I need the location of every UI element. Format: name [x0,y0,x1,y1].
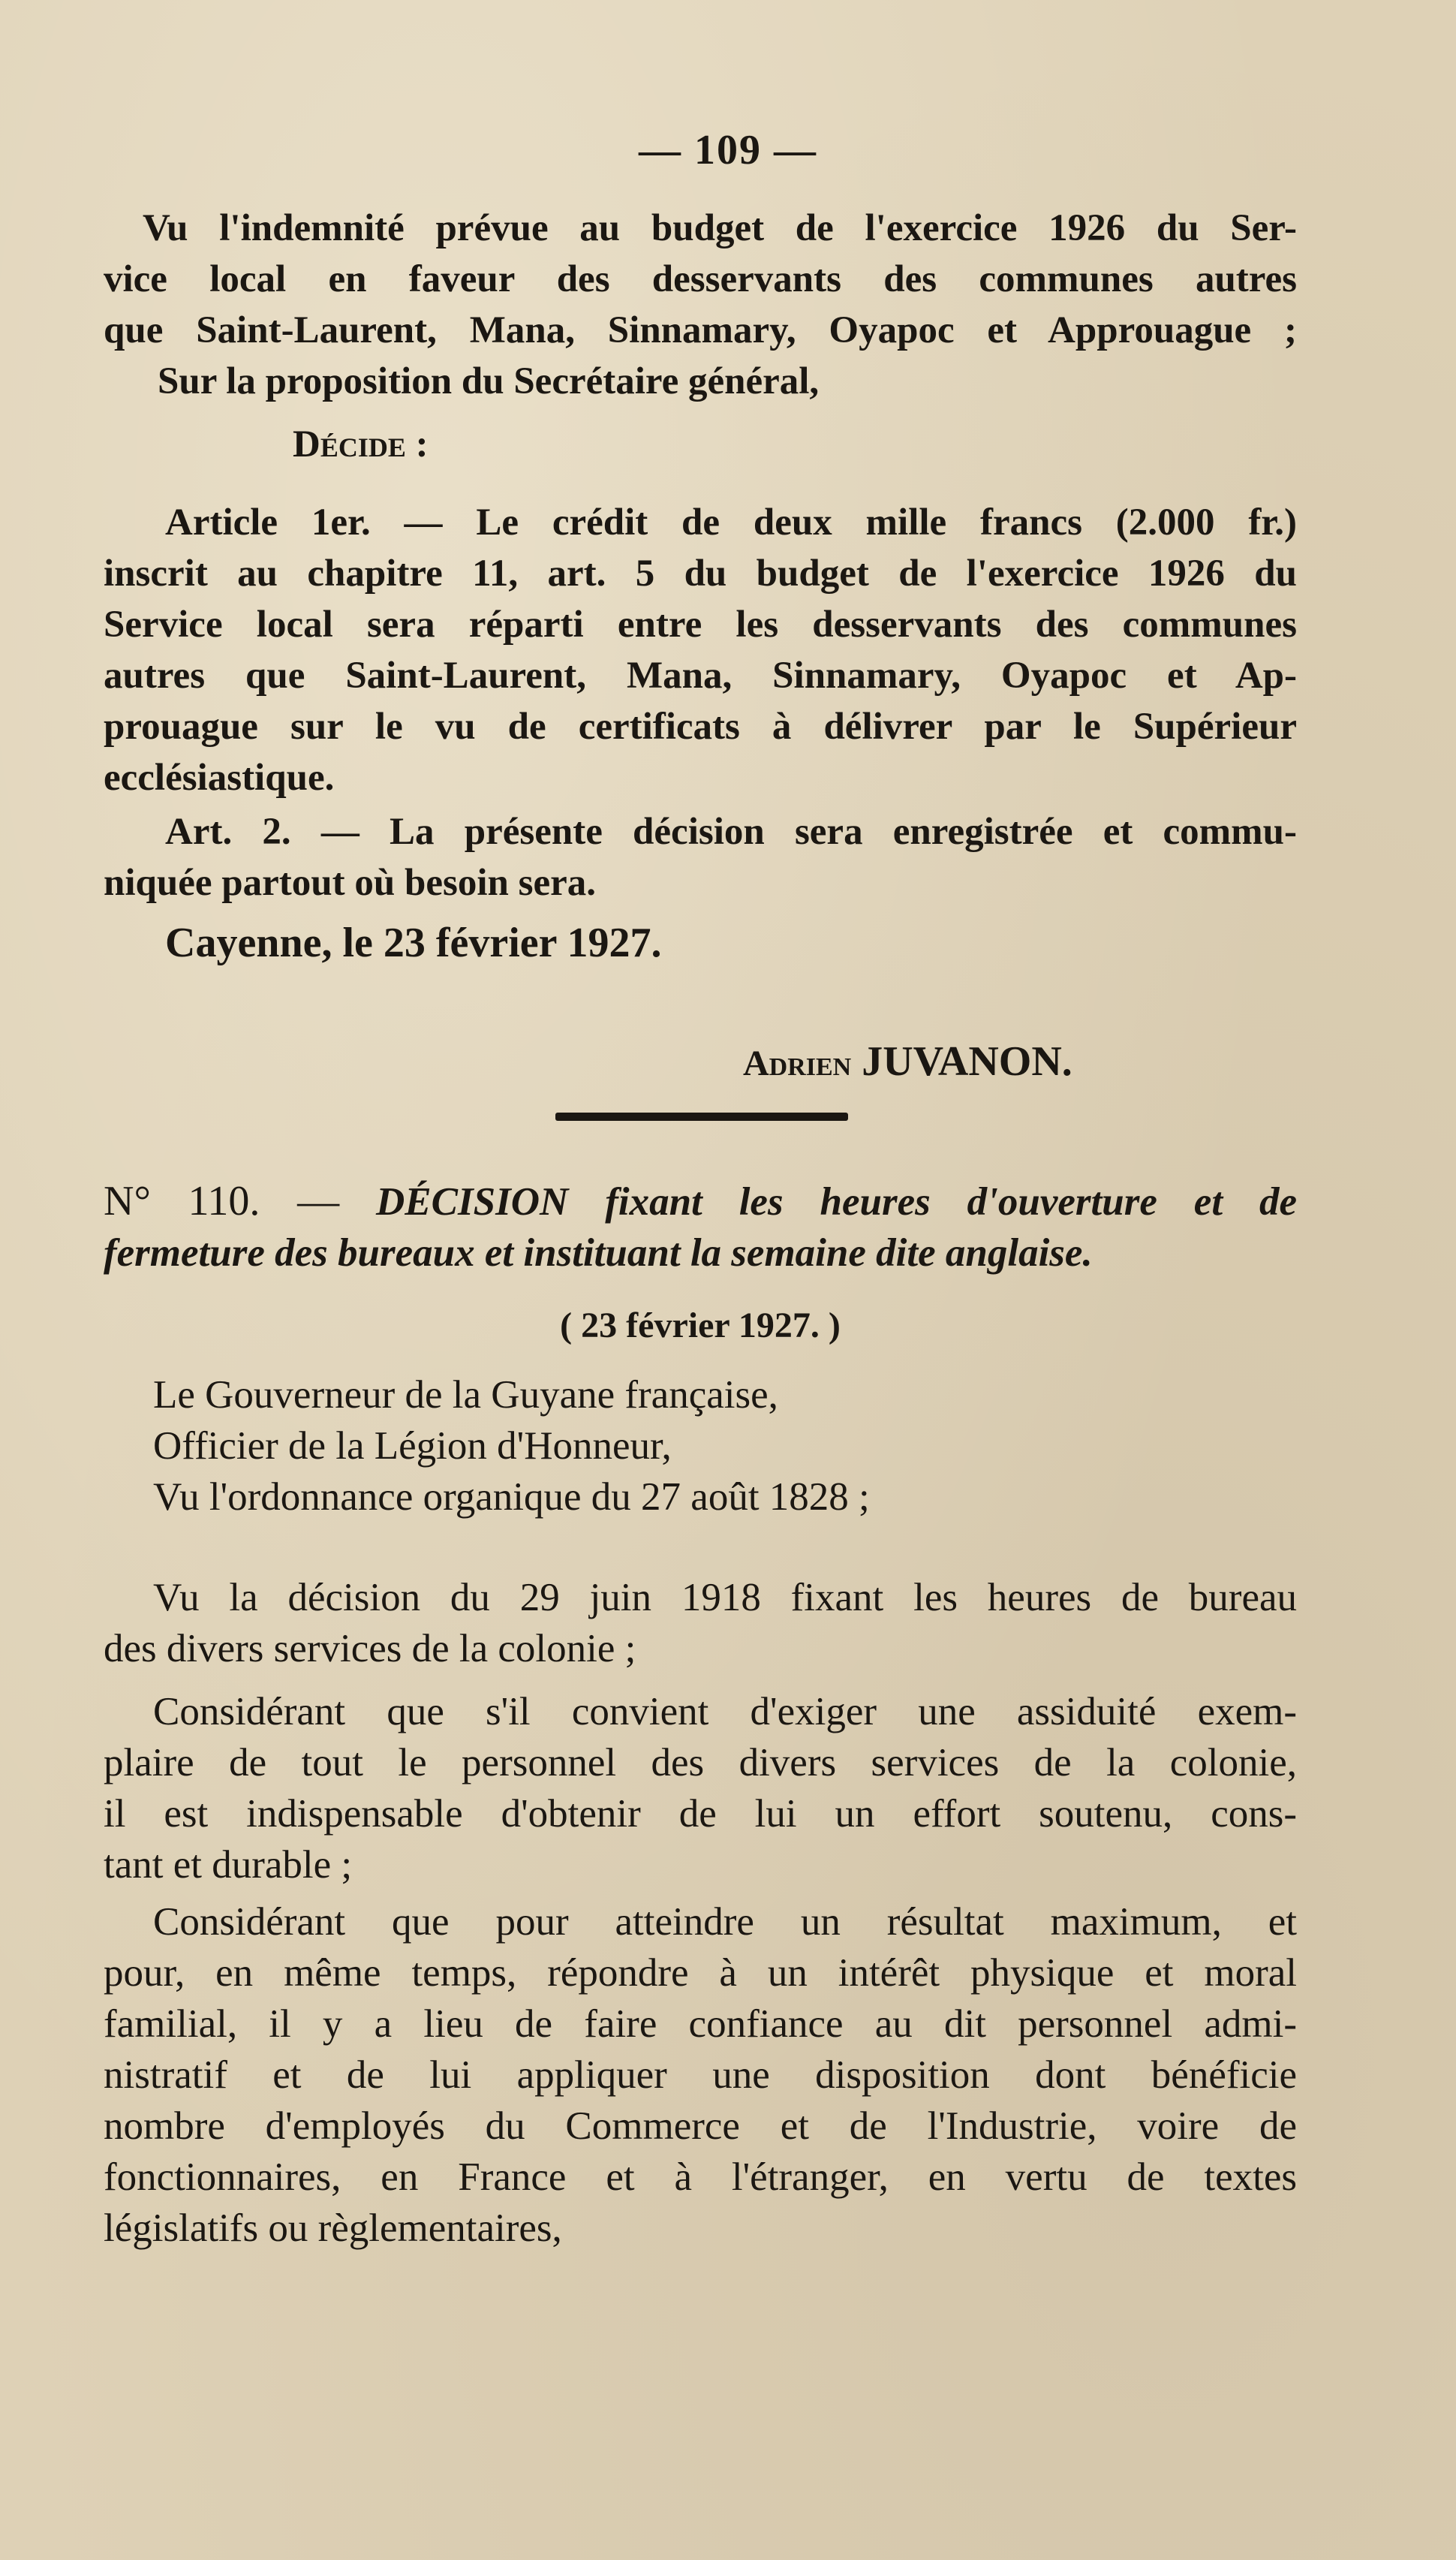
article-1-line: Article 1er. — Le crédit de deux mille francs (2.000 fr.) [165,501,1297,544]
vu-decision-line: des divers services de la colonie ; [104,1627,636,1670]
place-date-text: Cayenne, le 23 février 1927. [165,920,662,966]
decision-title-line: fermeture des bureaux et instituant la semaine dite anglaise. [104,1231,1093,1275]
article-1-line: prouague sur le vu de certificats à délivrer par le Supérieur [104,706,1297,748]
place-date [165,917,1066,968]
considerant-2-line: Considérant que pour atteindre un résultat maximum, et [153,1900,1297,1944]
preamble-line: Vu l'indemnité prévue au budget de l'exercice 1926 du Ser- [143,207,1297,249]
vu-ordonnance-line: Vu l'ordonnance organique du 27 août 1828 ; [153,1475,870,1519]
preamble-line: vice local en faveur des desservants des communes autres [104,258,1297,300]
decision-110-heading [104,1176,1297,1278]
decide-text: Décide : [293,423,429,465]
signature [743,1036,1268,1089]
article-2-line: niquée partout où besoin sera. [104,862,596,904]
vu-decision [104,1572,1297,1674]
considerant-2-line: nistratif et de lui appliquer une disposition dont bénéficie [104,2053,1297,2097]
page-number: — 109 — [639,127,817,173]
officer-line: Officier de la Légion d'Honneur, [153,1424,672,1468]
article-2 [104,806,1297,908]
article-1-line: autres que Saint-Laurent, Mana, Sinnamary, Oyapoc et Ap- [104,655,1297,697]
signature-first-name: Adrien [743,1044,852,1083]
decide-label [293,419,743,470]
section-divider [555,1113,848,1121]
considerant-2-line: législatifs ou règlementaires, [104,2206,562,2250]
considerant-2-line: fonctionnaires, en France et à l'étranger, en vertu de textes [104,2155,1297,2199]
governor-block [104,1369,1297,1522]
article-2-line: Art. 2. — La présente décision sera enregistrée et commu- [165,811,1297,853]
decision-date [104,1300,1297,1351]
considerant-1-line: il est indispensable d'obtenir de lui un effort soutenu, cons- [104,1792,1297,1836]
decision-date-text: ( 23 février 1927. ) [560,1306,841,1345]
signature-last-name: JUVANON. [862,1038,1072,1085]
article-1 [104,497,1297,803]
considerant-2-line: pour, en même temps, répondre à un intérêt physique et moral [104,1951,1297,1995]
decision-number: N° 110. — [104,1178,340,1224]
article-1-line: ecclésiastique. [104,757,335,799]
considerant-1 [104,1686,1297,1890]
article-1-line: inscrit au chapitre 11, art. 5 du budget de l'exercice 1926 du [104,553,1297,595]
considerant-2-line: nombre d'employés du Commerce et de l'Industrie, voire de [104,2104,1297,2148]
article-1-line: Service local sera réparti entre les desservants des communes [104,604,1297,646]
decision-title-line: DÉCISION fixant les heures d'ouverture et de [376,1180,1298,1224]
considerant-1-line: plaire de tout le personnel des divers services de la colonie, [104,1741,1297,1784]
preamble-line: que Saint-Laurent, Mana, Sinnamary, Oyapoc et Approuague ; [104,309,1297,351]
preamble [104,203,1297,407]
considerant-1-line: Considérant que s'il convient d'exiger une assiduité exem- [153,1690,1297,1733]
considerant-2-line: familial, il y a lieu de faire confiance au dit personnel admi- [104,2002,1297,2046]
governor-line: Le Gouverneur de la Guyane française, [153,1373,778,1417]
considerant-2 [104,1896,1297,2254]
preamble-line: Sur la proposition du Secrétaire général, [158,360,820,402]
vu-decision-line: Vu la décision du 29 juin 1918 fixant les heures de bureau [153,1576,1297,1619]
considerant-1-line: tant et durable ; [104,1843,353,1887]
